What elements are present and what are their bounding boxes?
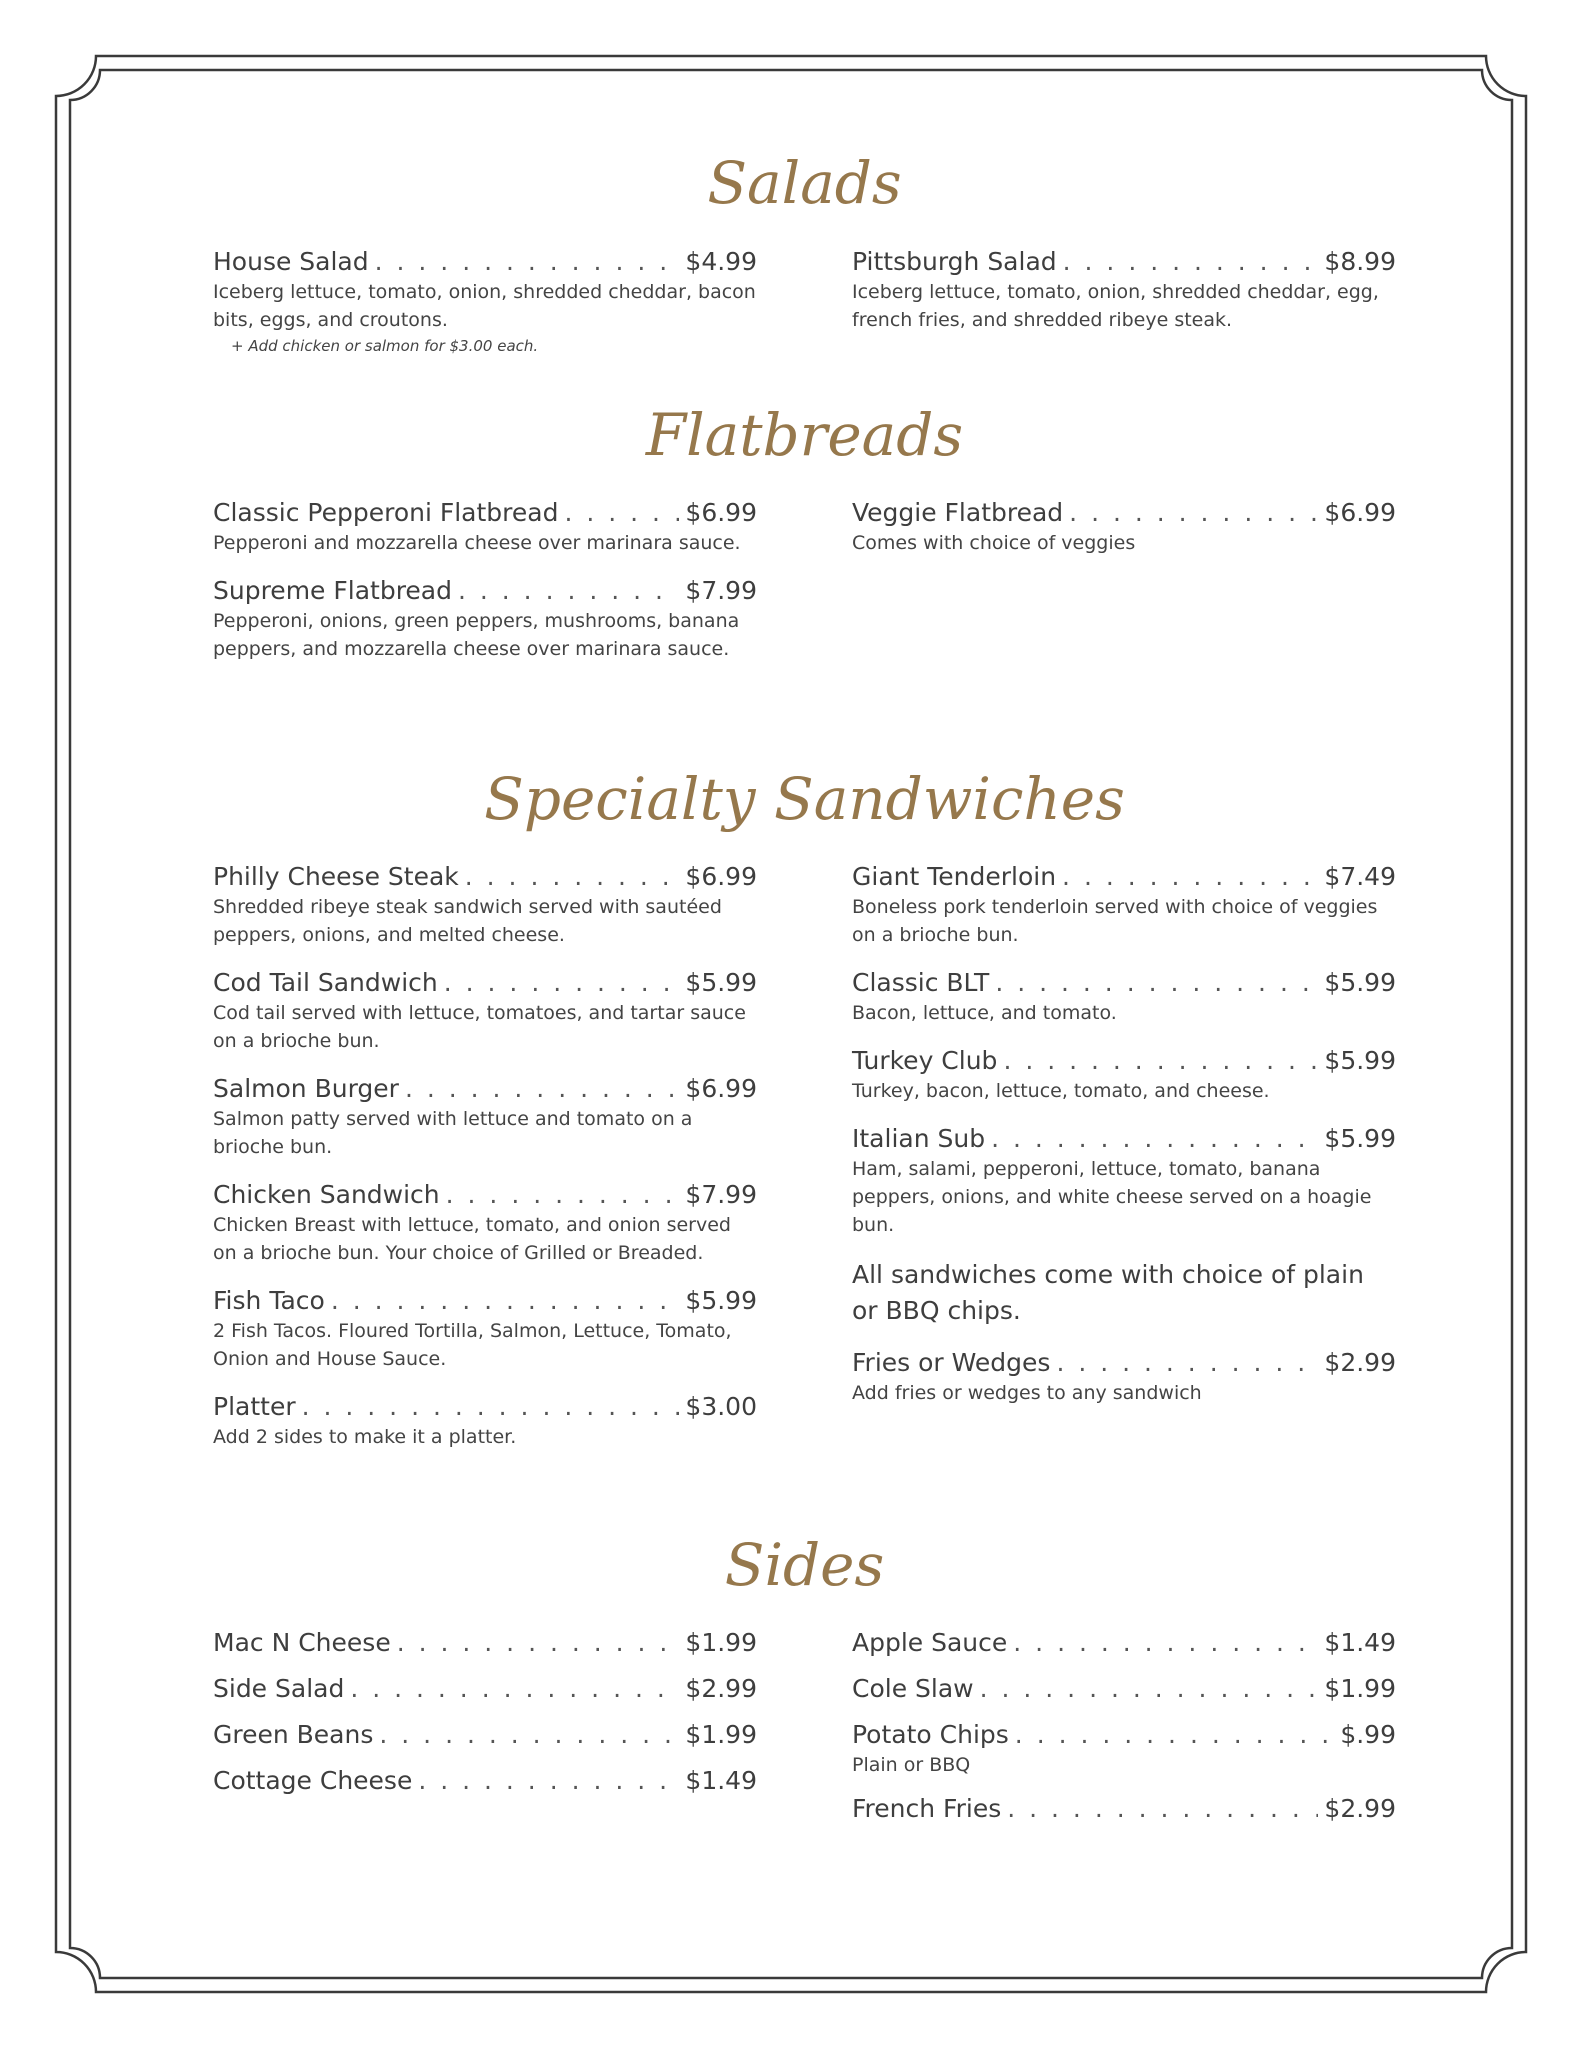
item-description: Pepperoni, onions, green peppers, mushrooms, banana peppers, and mozzarella cheese over marinara sauce. (213, 610, 740, 660)
item-name: Cottage Cheese (213, 1766, 413, 1795)
item-name: Classic BLT (852, 968, 990, 997)
item-description: Salmon patty served with lettuce and tomato on a brioche bun. (213, 1108, 693, 1158)
item-description: Chicken Breast with lettuce, tomato, and onion served on a brioche bun. Your choice of Grilled or Breaded. (213, 1214, 731, 1264)
item-description: Comes with choice of veggies (852, 532, 1136, 554)
salads-right-column (852, 246, 1396, 352)
dot-leader (980, 1673, 1319, 1705)
item-description: Bacon, lettuce, and tomato. (852, 1002, 1117, 1024)
menu-item (852, 497, 1396, 557)
dot-leader (446, 1179, 680, 1211)
item-description: 2 Fish Tacos. Floured Tortilla, Salmon, Lettuce, Tomato, Onion and House Sauce. (213, 1320, 732, 1370)
dot-leader (418, 1765, 679, 1797)
item-name: Italian Sub (852, 1124, 986, 1153)
dot-leader (405, 1073, 679, 1105)
item-price: $6.99 (1324, 498, 1396, 527)
menu-item (213, 861, 757, 949)
item-description: Add fries or wedges to any sandwich (852, 1382, 1202, 1404)
menu-item (852, 861, 1396, 949)
section-title-sides: Sides (724, 1531, 885, 1599)
menu-item (213, 1673, 757, 1705)
section-title-salads: Salads (707, 149, 902, 217)
menu-item (213, 575, 757, 663)
dot-leader (1013, 1627, 1318, 1659)
item-price: $5.99 (1324, 1046, 1396, 1075)
item-price: $2.99 (1324, 1794, 1396, 1823)
sides-left-column (213, 1627, 757, 1811)
item-name: Salmon Burger (213, 1074, 399, 1103)
item-price: $7.49 (1324, 862, 1396, 891)
item-name: Chicken Sandwich (213, 1180, 440, 1209)
item-price: $5.99 (1324, 1124, 1396, 1153)
dot-leader (302, 1391, 680, 1423)
item-description: Shredded ribeye steak sandwich served with sautéed peppers, onions, and melted cheese. (213, 896, 722, 946)
item-name: Cod Tail Sandwich (213, 968, 438, 997)
sandwiches-right-column (852, 861, 1396, 1425)
item-name: Fish Taco (213, 1286, 325, 1315)
menu-item (213, 967, 757, 1055)
menu-item (213, 1719, 757, 1751)
item-price: $6.99 (685, 862, 757, 891)
dot-leader (458, 575, 679, 607)
item-description: Cod tail served with lettuce, tomatoes, and tartar sauce on a brioche bun. (213, 1002, 746, 1052)
item-price: $6.99 (685, 498, 757, 527)
item-price: $7.99 (685, 1180, 757, 1209)
item-price: $4.99 (685, 247, 757, 276)
menu-item (852, 1347, 1396, 1407)
dot-leader (331, 1285, 680, 1317)
menu-item (213, 1073, 757, 1161)
item-name: Potato Chips (852, 1720, 1009, 1749)
item-price: $7.99 (685, 576, 757, 605)
item-description: Iceberg lettuce, tomato, onion, shredded cheddar, bacon bits, eggs, and croutons. (213, 281, 756, 331)
item-price: $2.99 (1324, 1348, 1396, 1377)
dot-leader (375, 246, 680, 278)
item-description: Pepperoni and mozzarella cheese over marinara sauce. (213, 532, 741, 554)
menu-item (852, 1719, 1396, 1779)
item-price: $1.99 (685, 1720, 757, 1749)
item-name: Veggie Flatbread (852, 498, 1064, 527)
menu-item (852, 967, 1396, 1027)
menu-item (852, 1123, 1396, 1239)
item-description: Turkey, bacon, lettuce, tomato, and cheese. (852, 1080, 1270, 1102)
item-price: $1.49 (1324, 1628, 1396, 1657)
item-price: $5.99 (1324, 968, 1396, 997)
section-title-flatbreads: Flatbreads (645, 401, 964, 469)
menu-item (213, 1285, 757, 1373)
item-name: Giant Tenderloin (852, 862, 1057, 891)
dot-leader (1069, 497, 1318, 529)
dot-leader (444, 967, 680, 999)
item-name: Pittsburgh Salad (852, 247, 1057, 276)
item-price: $6.99 (685, 1074, 757, 1103)
sandwich-chips-notice: All sandwiches come with choice of plain or BBQ chips. (852, 1260, 1364, 1325)
item-price: $5.99 (685, 1286, 757, 1315)
item-price: $1.99 (1324, 1674, 1396, 1703)
item-name: French Fries (852, 1794, 1002, 1823)
item-name: Supreme Flatbread (213, 576, 452, 605)
item-name: Platter (213, 1392, 296, 1421)
menu-item (852, 1627, 1396, 1659)
menu-item (852, 1045, 1396, 1105)
item-description: Plain or BBQ (852, 1754, 971, 1776)
dot-leader (1056, 1347, 1318, 1379)
item-price: $3.00 (685, 1392, 757, 1421)
menu-item (213, 246, 757, 358)
flatbreads-left-column (213, 497, 757, 681)
menu-item (852, 1793, 1396, 1825)
dot-leader (465, 861, 680, 893)
item-description: Iceberg lettuce, tomato, onion, shredded cheddar, egg, french fries, and shredded ribeye steak. (852, 281, 1379, 331)
dot-leader (379, 1719, 679, 1751)
menu-item (852, 1673, 1396, 1705)
dot-leader (564, 497, 679, 529)
item-name: Classic Pepperoni Flatbread (213, 498, 559, 527)
item-price: $5.99 (685, 968, 757, 997)
menu-item (213, 1391, 757, 1451)
dot-leader (1063, 246, 1319, 278)
item-name: House Salad (213, 247, 369, 276)
item-note: + Add chicken or salmon for $3.00 each. (231, 337, 539, 355)
item-price: $1.99 (685, 1628, 757, 1657)
item-name: Side Salad (213, 1674, 345, 1703)
item-price: $8.99 (1324, 247, 1396, 276)
dot-leader (995, 967, 1318, 999)
dot-leader (991, 1123, 1318, 1155)
item-name: Turkey Club (852, 1046, 998, 1075)
menu-item (213, 1627, 757, 1659)
item-name: Green Beans (213, 1720, 374, 1749)
item-name: Mac N Cheese (213, 1628, 391, 1657)
dot-leader (1007, 1793, 1318, 1825)
item-name: Apple Sauce (852, 1628, 1008, 1657)
dot-leader (1003, 1045, 1318, 1077)
section-title-sandwiches: Specialty Sandwiches (484, 765, 1125, 833)
item-description: Add 2 sides to make it a platter. (213, 1426, 517, 1448)
item-price: $.99 (1340, 1720, 1396, 1749)
menu-item (213, 1179, 757, 1267)
salads-left-column (213, 246, 757, 376)
sides-right-column (852, 1627, 1396, 1839)
dot-leader (1062, 861, 1318, 893)
item-name: Cole Slaw (852, 1674, 974, 1703)
menu-item (852, 246, 1396, 334)
item-price: $1.49 (685, 1766, 757, 1795)
dot-leader (1015, 1719, 1335, 1751)
item-name: Philly Cheese Steak (213, 862, 459, 891)
item-description: Boneless pork tenderloin served with choice of veggies on a brioche bun. (852, 896, 1378, 946)
item-price: $2.99 (685, 1674, 757, 1703)
sandwiches-left-column (213, 861, 757, 1469)
menu-item (213, 497, 757, 557)
item-name: Fries or Wedges (852, 1348, 1051, 1377)
dot-leader (397, 1627, 680, 1659)
item-description: Ham, salami, pepperoni, lettuce, tomato, banana peppers, onions, and white cheese served on a hoagie bun. (852, 1158, 1372, 1236)
dot-leader (350, 1673, 679, 1705)
menu-item (213, 1765, 757, 1797)
flatbreads-right-column (852, 497, 1396, 575)
